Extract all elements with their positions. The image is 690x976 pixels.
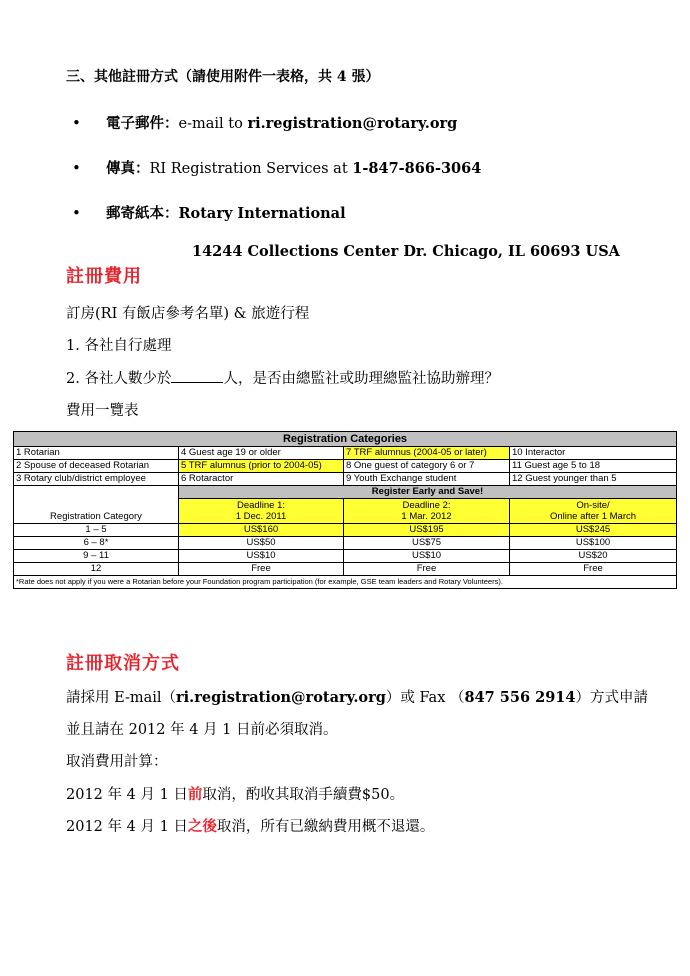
- mail-address: 14244 Collections Center Dr. Chicago, IL 60693 USA: [192, 243, 620, 260]
- cancel-fax: 847 556 2914: [464, 689, 576, 706]
- cancel-line-4: [66, 783, 404, 804]
- email-label: 電子郵件：: [106, 115, 179, 132]
- bullet-dot: •: [72, 159, 81, 177]
- onsite-header: On-site/ Online after 1 March: [510, 499, 677, 524]
- category-cell: 6 Rotaractor: [179, 473, 344, 486]
- category-cell: 3 Rotary club/district employee: [14, 473, 179, 486]
- cancel-text: 請採用 E-mail（: [66, 690, 177, 706]
- cancel-text: 2012 年 4 月 1 日: [66, 819, 188, 835]
- fill-in-blank: [171, 370, 223, 383]
- price-cell: US$50: [179, 537, 344, 550]
- cancel-heading: 註冊取消方式: [66, 653, 180, 674]
- cancel-text: 2012 年 4 月 1 日: [66, 787, 188, 803]
- category-cell: 7 TRF alumnus (2004-05 or later): [344, 447, 510, 460]
- cancel-text: ）方式申請: [575, 690, 648, 706]
- fees-heading: 註冊費用: [66, 266, 142, 287]
- cancel-email[interactable]: ri.registration@rotary.org: [176, 689, 386, 706]
- table-row: [14, 524, 677, 537]
- section-three-heading: 三、其他註冊方式（請使用附件一表格，共 4 張）: [66, 69, 380, 85]
- deadline-1-header: Deadline 1: 1 Dec. 2011: [179, 499, 344, 524]
- fax-label: 傳真：: [106, 160, 150, 177]
- table-title: Registration Categories: [14, 432, 677, 447]
- price-cell: US$160: [179, 524, 344, 537]
- email-item: [106, 112, 457, 133]
- mail-label: 郵寄紙本：: [106, 205, 179, 222]
- mail-item: [106, 202, 346, 223]
- category-column-header: Registration Category: [14, 486, 179, 524]
- category-cell: 2 Spouse of deceased Rotarian: [14, 460, 179, 473]
- fees-line-2: [66, 367, 499, 388]
- price-cell: US$245: [510, 524, 677, 537]
- cancel-line-2: 並且請在 2012 年 4 月 1 日前必須取消。: [66, 722, 338, 738]
- table-row: [14, 447, 677, 460]
- cancel-text: 取消，所有已繳納費用概不退還。: [216, 819, 435, 835]
- category-cell: 9 Youth Exchange student: [344, 473, 510, 486]
- fees-line-1: 1. 各社自行處理: [66, 338, 172, 354]
- category-cell: 11 Guest age 5 to 18: [510, 460, 677, 473]
- table-footnote: *Rate does not apply if you were a Rotarian before your Foundation program participation (for example, GSE team leaders and Rotary Volunteers).: [14, 576, 677, 589]
- fax-text: RI Registration Services at: [149, 161, 353, 177]
- table-row: [14, 460, 677, 473]
- category-cell: 4 Guest age 19 or older: [179, 447, 344, 460]
- table-row: [14, 473, 677, 486]
- price-cell: Free: [344, 563, 510, 576]
- deadline-2-header: Deadline 2: 1 Mar. 2012: [344, 499, 510, 524]
- cancel-line-3: 取消費用計算：: [66, 754, 168, 770]
- price-cell: Free: [510, 563, 677, 576]
- fees-line-2b: 人，是否由總監社或助理總監社協助辦理？: [223, 371, 499, 387]
- bullet-dot: •: [72, 114, 81, 132]
- price-category: 6 – 8*: [14, 537, 179, 550]
- table-row: [14, 537, 677, 550]
- registration-table: [13, 431, 677, 589]
- cancel-text: ）或 Fax （: [385, 690, 465, 706]
- category-cell: 5 TRF alumnus (prior to 2004-05): [179, 460, 344, 473]
- price-category: 9 – 11: [14, 550, 179, 563]
- email-text: e-mail to: [178, 116, 248, 132]
- fax-item: [106, 157, 481, 178]
- fees-table-caption: 費用一覽表: [66, 403, 139, 419]
- mail-recipient: Rotary International: [178, 205, 346, 222]
- early-save-header: Register Early and Save!: [179, 486, 677, 499]
- price-cell: US$10: [344, 550, 510, 563]
- category-cell: 1 Rotarian: [14, 447, 179, 460]
- price-category: 12: [14, 563, 179, 576]
- fees-line-2a: 2. 各社人數少於: [66, 371, 172, 387]
- cancel-line-5: [66, 815, 434, 836]
- fees-line-hotel: 訂房(RI 有飯店參考名單) & 旅遊行程: [66, 306, 310, 322]
- category-cell: 8 One guest of category 6 or 7: [344, 460, 510, 473]
- price-category: 1 – 5: [14, 524, 179, 537]
- emphasis-before: 前: [187, 786, 203, 803]
- price-cell: US$10: [179, 550, 344, 563]
- cancel-text: 取消，酌收其取消手續費$50。: [202, 787, 405, 803]
- price-cell: US$20: [510, 550, 677, 563]
- price-cell: US$195: [344, 524, 510, 537]
- email-address[interactable]: ri.registration@rotary.org: [247, 115, 458, 132]
- price-cell: US$75: [344, 537, 510, 550]
- category-cell: 12 Guest younger than 5: [510, 473, 677, 486]
- table-row: [14, 550, 677, 563]
- cancel-line-1: [66, 686, 648, 707]
- table-row: [14, 563, 677, 576]
- emphasis-after: 之後: [187, 818, 217, 835]
- bullet-dot: •: [72, 204, 81, 222]
- price-cell: US$100: [510, 537, 677, 550]
- fax-number: 1-847-866-3064: [352, 160, 482, 177]
- price-cell: Free: [179, 563, 344, 576]
- category-cell: 10 Interactor: [510, 447, 677, 460]
